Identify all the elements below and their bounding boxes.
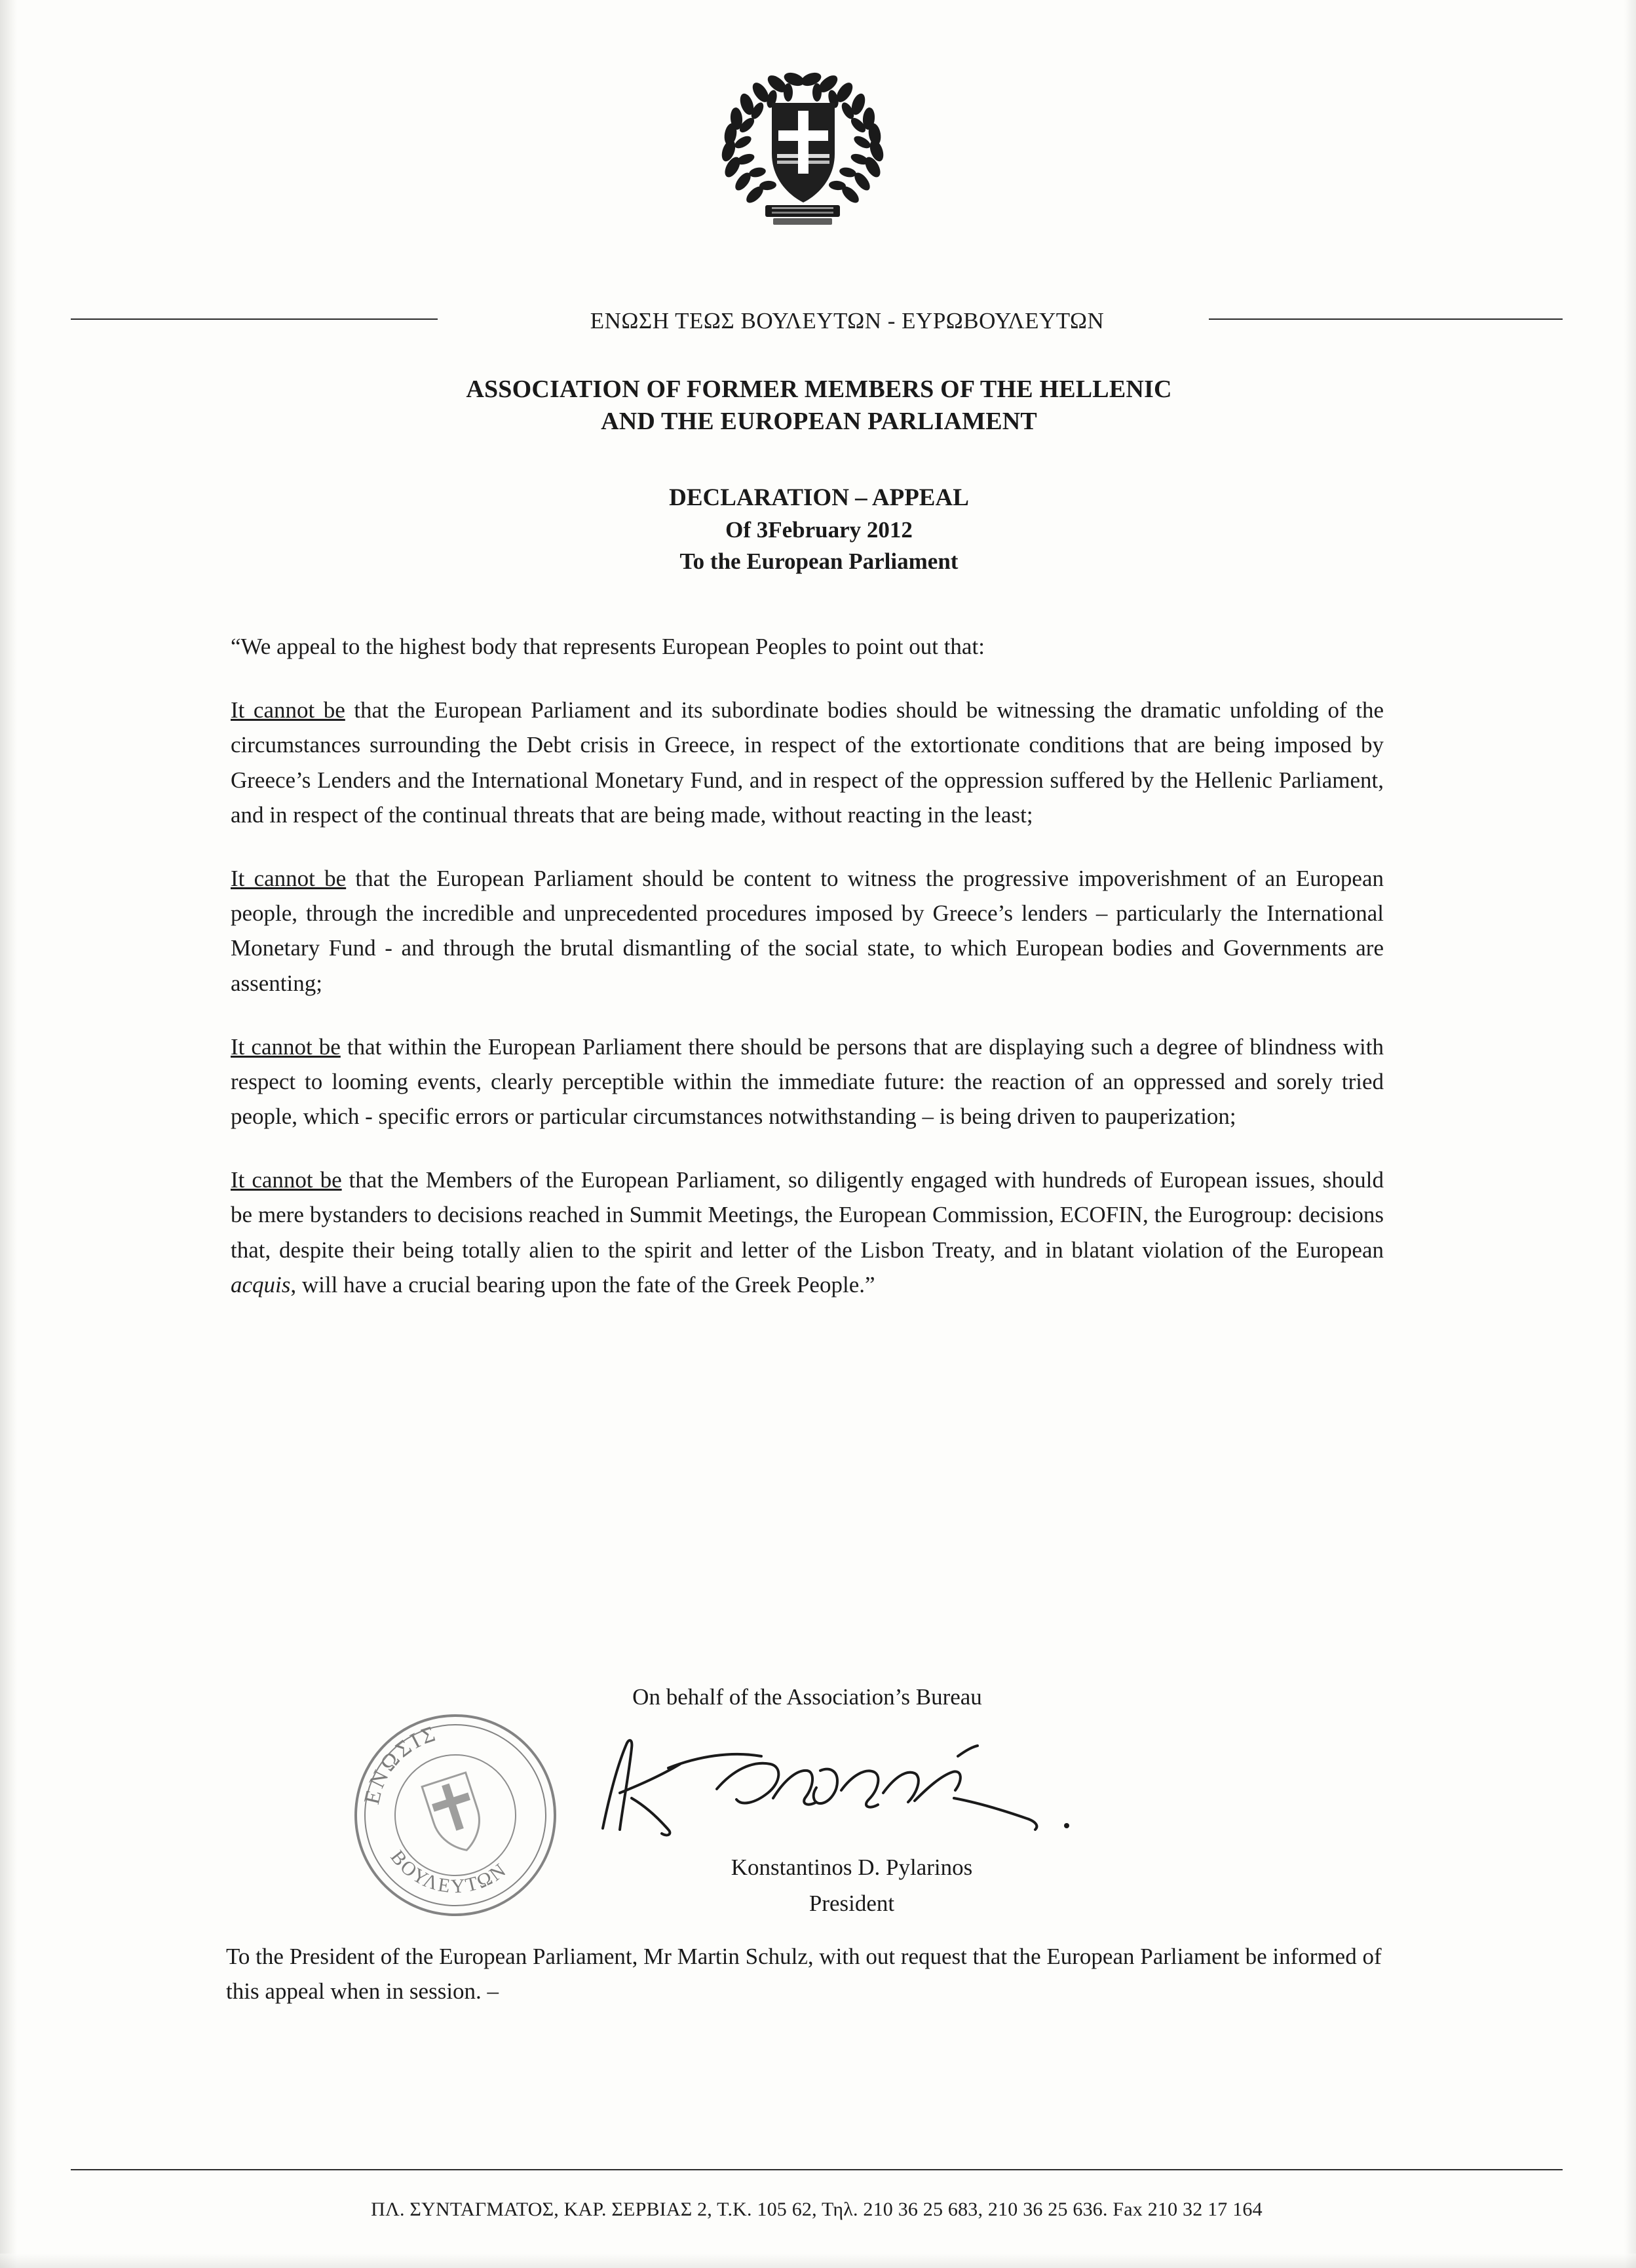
body-paragraph-4 xyxy=(231,1163,1384,1302)
greek-organisation-title: ΕΝΩΣΗ ΤΕΩΣ ΒΟΥΛΕΥΤΩΝ - ΕΥΡΩΒΟΥΛΕΥΤΩΝ xyxy=(590,308,1105,334)
association-title xyxy=(197,374,1441,437)
hellenic-republic-emblem-icon xyxy=(694,56,911,265)
footer-contact-info: ΠΛ. ΣΥΝΤΑΓΜΑΤΟΣ, ΚΑΡ. ΣΕΡΒΙΑΣ 2, Τ.Κ. 105 62, Τηλ. 210 36 25 683, 210 36 25 636. Fax 210 32 17 164 xyxy=(371,2199,1263,2220)
body-paragraph-3 xyxy=(231,1029,1384,1134)
svg-text:ΒΟΥΛΕΥΤΩΝ: ΒΟΥΛΕΥΤΩΝ xyxy=(386,1846,512,1898)
document-body xyxy=(231,629,1384,1302)
handwritten-signature xyxy=(577,1730,1114,1855)
closing-note: To the President of the European Parliament, Mr Martin Schulz, with out request that the European Parliament be informed of this appeal when in session. – xyxy=(226,1944,1382,2004)
paragraph-4-italic-word: acquis xyxy=(231,1271,291,1297)
declaration-line-1: DECLARATION – APPEAL xyxy=(669,484,969,511)
association-title-line-2: AND THE EUROPEAN PARLIAMENT xyxy=(601,407,1037,435)
association-title-line-1: ASSOCIATION OF FORMER MEMBERS OF THE HELLENIC xyxy=(466,375,1172,403)
signatory-name: Konstantinos D. Pylarinos xyxy=(731,1855,973,1880)
body-paragraph-2 xyxy=(231,861,1384,1001)
header-rule xyxy=(71,308,1563,334)
on-behalf-line: On behalf of the Association’s Bureau xyxy=(632,1684,982,1710)
paragraph-3-lead-phrase: It cannot be xyxy=(231,1033,341,1060)
body-paragraph-1 xyxy=(231,693,1384,832)
paragraph-4-text-after-italic: , will have a crucial bearing upon the fate of the Greek People.” xyxy=(290,1271,875,1297)
paragraph-4-lead-phrase: It cannot be xyxy=(231,1167,342,1193)
paragraph-4-text-before-italic: that the Members of the European Parliament, so diligently engaged with hundreds of European issues, should be mere bystanders to decisions reached in Summit Meetings, the European Commission, ECOFIN, the Eurogroup: decisions that, despite their being totally alien to the spirit and letter of the Lisbon Treaty, and in blatant violation of the European xyxy=(231,1167,1384,1263)
paragraph-2-lead-phrase: It cannot be xyxy=(231,865,347,891)
svg-text:ΕΝΩΣΙΣ: ΕΝΩΣΙΣ xyxy=(360,1721,441,1807)
footer-rule xyxy=(71,2169,1563,2170)
paragraph-1-text: that the European Parliament and its subordinate bodies should be witnessing the dramatic unfolding of the circumstances surrounding the Debt crisis in Greece, in respect of the extortionate conditions that are being imposed by Greece’s Lenders and the International Monetary Fund, and in respect of the oppression suffered by the Hellenic Parliament, and in respect of the continual threats that are being made, without reacting in the least; xyxy=(231,697,1384,828)
paragraph-1-lead-phrase: It cannot be xyxy=(231,697,345,723)
declaration-line-3: To the European Parliament xyxy=(679,548,959,574)
header-rule-line-right xyxy=(1209,318,1563,320)
paragraph-3-text: that within the European Parliament there should be persons that are displaying such a degree of blindness with respect to looming events, clearly perceptible within the immediate future: the reaction of an oppressed and sorely tried people, which - specific errors or particular circumstances notwithstanding – is being driven to pauperization; xyxy=(231,1033,1384,1130)
declaration-heading xyxy=(197,482,1441,577)
paragraph-2-text: that the European Parliament should be content to witness the progressive impoverishment of an European people, through the incredible and unprecedented procedures imposed by Greece’s lenders – particularly the International Monetary Fund - and through the brutal dismantling of the social state, to which European bodies and Governments are assenting; xyxy=(231,865,1384,996)
body-lead-paragraph: “We appeal to the highest body that represents European Peoples to point out that: xyxy=(231,634,985,659)
header-rule-line-left xyxy=(71,318,438,320)
signatory-role: President xyxy=(808,1891,895,1916)
declaration-line-2: Of 3February 2012 xyxy=(725,517,913,543)
